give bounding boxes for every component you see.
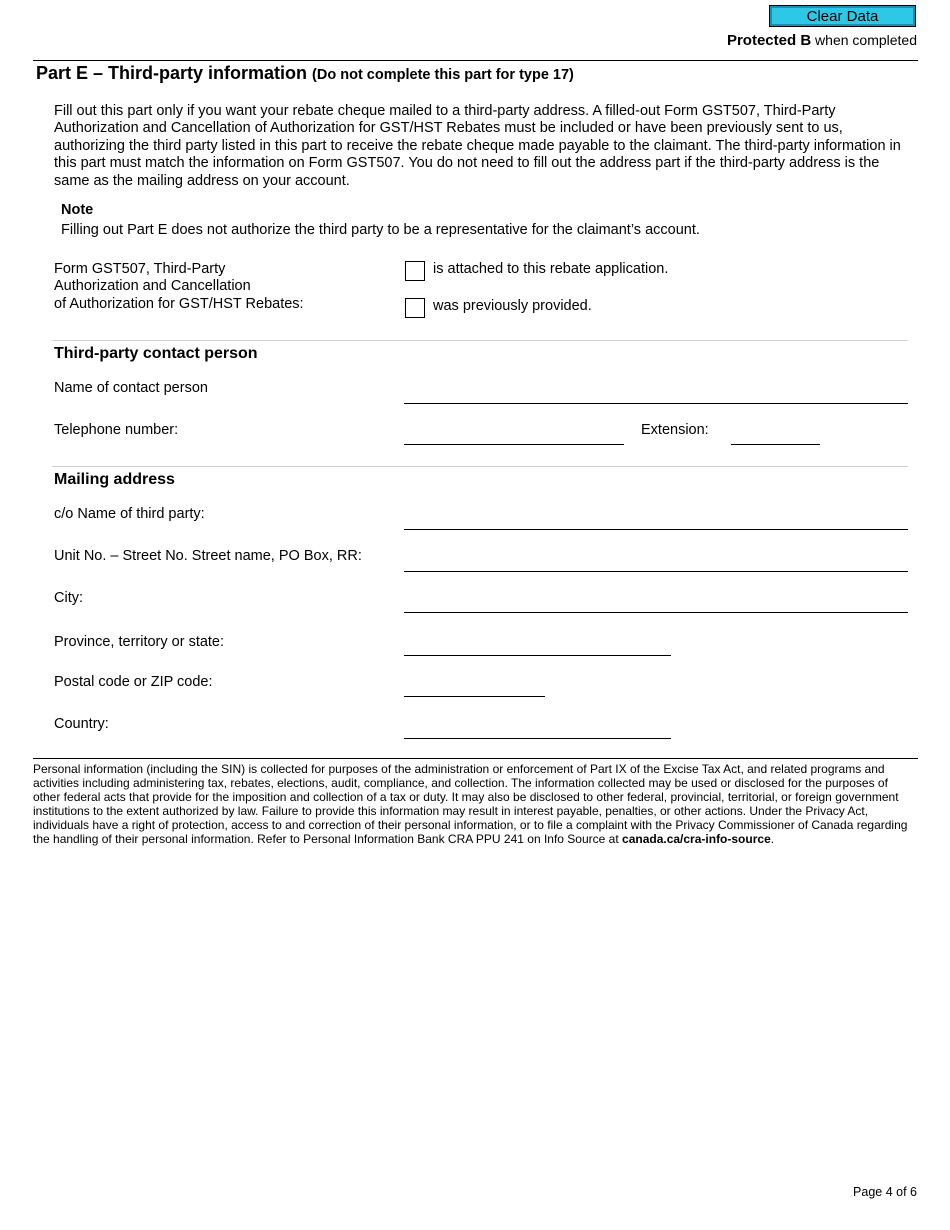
street-label: Unit No. – Street No. Street name, PO Box, RR: <box>54 548 362 564</box>
contact-name-label: Name of contact person <box>54 380 208 396</box>
part-title <box>36 63 574 84</box>
intro-paragraph: Fill out this part only if you want your rebate cheque mailed to a third-party address. A filled-out Form GST507, Third-Party Authorization and Cancellation of Authorization for GST/HST Rebates must be included or have been previously sent to us, authorizing the third party listed in this part to receive the rebate cheque made payable to the claimant. The third-party information in this part must match the information on Form GST507. You do not need to fill out the address part if the third-party address is the same as the mailing address on your account. <box>54 103 901 189</box>
previously-provided-checkbox[interactable] <box>405 298 425 318</box>
privacy-text: Personal information (including the SIN) is collected for purposes of the administration or enforcement of Part IX of the Excise Tax Act, and related programs and activities including administering tax, rebates, elections, audit, compliance, and collection. The information collected may be used or disclosed for the purposes of other federal acts that provide for the imposition and collection of a tax or duty. It may also be disclosed to other federal, provincial, territorial, or foreign government institutions to the extent authorized by law. Failure to provide this information may result in interest payable, penalties, or other actions. Under the Privacy Act, individuals have a right of protection, access to and correction of their personal information, or to file a complaint with the Privacy Commissioner of Canada regarding the handling of their personal information. Refer to Personal Information Bank CRA PPU 241 on Info Source at <box>33 762 908 846</box>
protected-b-bold: Protected B <box>726 32 812 49</box>
street-field[interactable] <box>404 571 908 572</box>
gst507-label-line3: of Authorization for GST/HST Rebates: <box>54 295 304 312</box>
top-divider <box>33 60 918 61</box>
city-field[interactable] <box>404 612 908 613</box>
privacy-divider <box>33 758 918 759</box>
postal-field[interactable] <box>404 696 545 697</box>
page-number: Page 4 of 6 <box>853 1185 917 1199</box>
mailing-heading: Mailing address <box>54 471 175 488</box>
postal-label: Postal code or ZIP code: <box>54 674 213 690</box>
gst507-label-line2: Authorization and Cancellation <box>54 278 251 295</box>
privacy-end: . <box>770 832 775 846</box>
section-divider-contact <box>52 340 908 341</box>
part-title-sub: (Do not complete this part for type 17) <box>312 67 574 83</box>
country-field[interactable] <box>404 738 671 739</box>
part-title-main: Part E – Third-party information <box>36 63 308 83</box>
note-title: Note <box>61 202 94 218</box>
attached-checkbox[interactable] <box>405 261 425 281</box>
extension-label: Extension: <box>641 422 709 438</box>
co-name-field[interactable] <box>404 529 908 530</box>
co-name-label: c/o Name of third party: <box>54 506 205 522</box>
gst507-label-line1: Form GST507, Third-Party <box>54 261 226 277</box>
attached-option-label: is attached to this rebate application. <box>433 261 669 277</box>
country-label: Country: <box>54 716 109 732</box>
privacy-notice <box>33 762 918 846</box>
previously-provided-label: was previously provided. <box>433 298 592 314</box>
privacy-link[interactable]: canada.ca/cra-info-source <box>622 832 771 846</box>
note-text: Filling out Part E does not authorize the third party to be a representative for the claimant’s account. <box>61 222 700 238</box>
telephone-field[interactable] <box>404 444 624 445</box>
clear-data-button[interactable]: Clear Data <box>769 5 916 27</box>
contact-name-field[interactable] <box>404 403 908 404</box>
protected-b-rest: when completed <box>815 32 917 48</box>
protected-b-label <box>727 32 917 49</box>
province-field[interactable] <box>404 655 671 656</box>
section-divider-mailing <box>52 466 908 467</box>
extension-field[interactable] <box>731 444 820 445</box>
contact-heading: Third-party contact person <box>54 345 258 362</box>
gst507-label <box>54 261 384 313</box>
telephone-label: Telephone number: <box>54 422 179 438</box>
province-label: Province, territory or state: <box>54 634 225 650</box>
city-label: City: <box>54 590 83 606</box>
